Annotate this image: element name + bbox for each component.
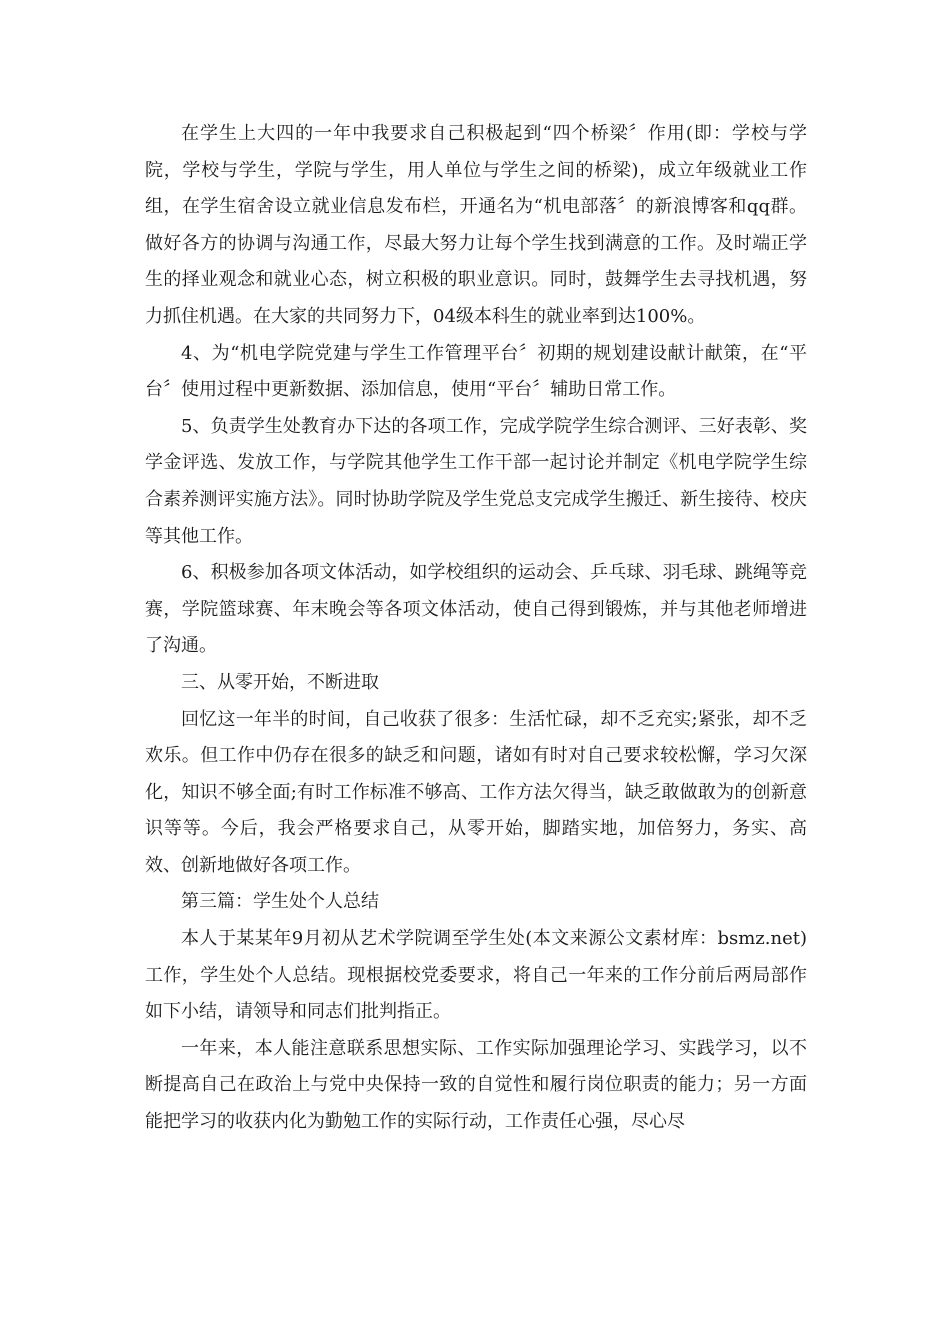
paragraph-bridge-role: 在学生上大四的一年中我要求自己积极起到“四个桥梁〞作用(即：学校与学院，学校与学生，学院与学生，用人单位与学生之间的桥梁)，成立年级就业工作组，在学生宿舍设立就业信息发布栏，开通名为“机电部落〞的新浪博客和qq群。做好各方的协调与沟通工作，尽最大努力让每个学生找到满意的工作。及时端正学生的择业观念和就业心态，树立积极的职业意识。同时，鼓舞学生去寻找机遇，努力抓住机遇。在大家的共同努力下，04级本科生的就业率到达100%。 <box>145 123 807 327</box>
paragraph-reflection: 回忆这一年半的时间，自己收获了很多：生活忙碌，却不乏充实;紧张，却不乏欢乐。但工作中仍存在很多的缺乏和问题，诸如有时对自己要求较松懈，学习欠深化，知识不够全面;有时工作标准不够高、工作方法欠得当，缺乏敢做敢为的创新意识等等。今后，我会严格要求自己，从零开始，脚踏实地，加倍努力，务实、高效、创新地做好各项工作。 <box>145 708 807 876</box>
chapter-heading-part-three: 第三篇：学生处个人总结 <box>181 891 379 913</box>
paragraph-introduction: 本人于某某年9月初从艺术学院调至学生处(本文来源公文素材库：bsmz.net)工作，学生处个人总结。现根据校党委要求，将自己一年来的工作分前后两局部作如下小结，请领导和同志们批判指正。 <box>145 928 807 1023</box>
document-body <box>145 116 807 1141</box>
paragraph-study-summary: 一年来，本人能注意联系思想实际、工作实际加强理论学习、实践学习，以不断提高自己在政治上与党中央保持一致的自觉性和履行岗位职责的能力；另一方面能把学习的收获内化为勤勉工作的实际行动，工作责任心强，尽心尽 <box>145 1037 807 1133</box>
section-heading-start-from-zero: 三、从零开始，不断进取 <box>181 671 379 693</box>
paragraph-item-6: 6、积极参加各项文体活动，如学校组织的运动会、乒乓球、羽毛球、跳绳等竞赛，学院篮球赛、年末晚会等各项文体活动，使自己得到锻炼，并与其他老师增进了沟通。 <box>145 562 807 657</box>
paragraph-item-5: 5、负责学生处教育办下达的各项工作，完成学院学生综合测评、三好表彰、奖学金评选、发放工作，与学院其他学生工作干部一起讨论并制定《机电学院学生综合素养测评实施方法》。同时协助学院及学生党总支完成学生搬迁、新生接待、校庆等其他工作。 <box>145 415 807 547</box>
paragraph-item-4: 4、为“机电学院党建与学生工作管理平台〞初期的规划建设献计献策，在“平台〞使用过程中更新数据、添加信息，使用“平台〞辅助日常工作。 <box>145 342 807 401</box>
